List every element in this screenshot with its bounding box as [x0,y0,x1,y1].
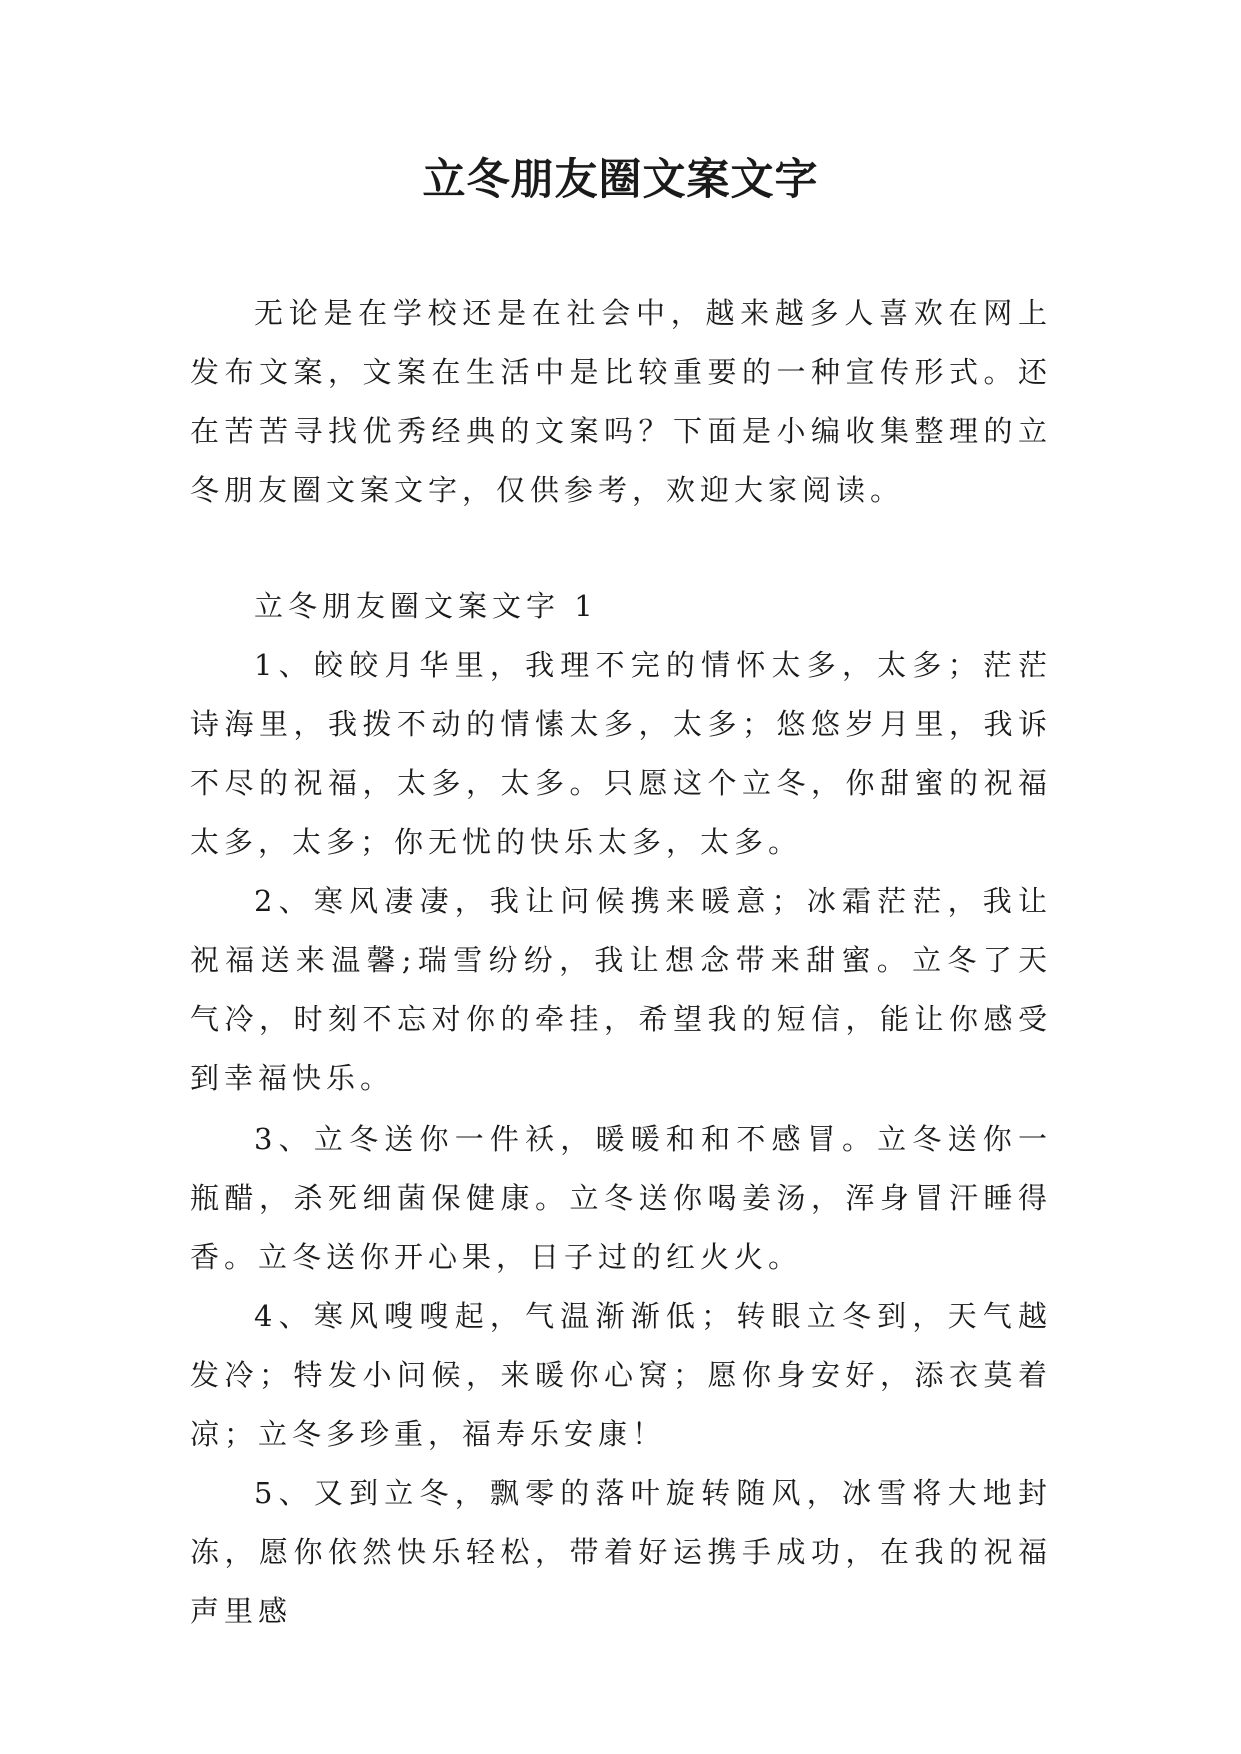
list-item: 1、皎皎月华里，我理不完的情怀太多，太多；茫茫诗海里，我拨不动的情愫太多，太多；悠悠岁月里，我诉不尽的祝福，太多，太多。只愿这个立冬，你甜蜜的祝福太多，太多；你无忧的快乐太多，太多。 [190,648,1052,859]
list-item: 2、寒风凄凄，我让问候携来暖意；冰霜茫茫，我让祝福送来温馨;瑞雪纷纷，我让想念带来甜蜜。立冬了天气冷，时刻不忘对你的牵挂，希望我的短信，能让你感受到幸福快乐。 [190,884,1052,1095]
document-title: 立冬朋友圈文案文字 [422,155,819,205]
intro-paragraph: 无论是在学校还是在社会中，越来越多人喜欢在网上发布文案，文案在生活中是比较重要的一种宣传形式。还在苦苦寻找优秀经典的文案吗？下面是小编收集整理的立冬朋友圈文案文字，仅供参考，欢迎大家阅读。 [190,296,1052,507]
section-heading: 立冬朋友圈文案文字 1 [254,589,598,623]
list-item: 4、寒风嗖嗖起，气温渐渐低；转眼立冬到，天气越发冷；特发小问候，来暖你心窝；愿你身安好，添衣莫着凉；立冬多珍重，福寿乐安康！ [190,1299,1052,1451]
list-item: 5、又到立冬，飘零的落叶旋转随风，冰雪将大地封冻，愿你依然快乐轻松，带着好运携手成功，在我的祝福声里感 [190,1476,1052,1628]
list-item: 3、立冬送你一件袄，暖暖和和不感冒。立冬送你一瓶醋，杀死细菌保健康。立冬送你喝姜汤，浑身冒汗睡得香。立冬送你开心果，日子过的红火火。 [190,1122,1052,1274]
